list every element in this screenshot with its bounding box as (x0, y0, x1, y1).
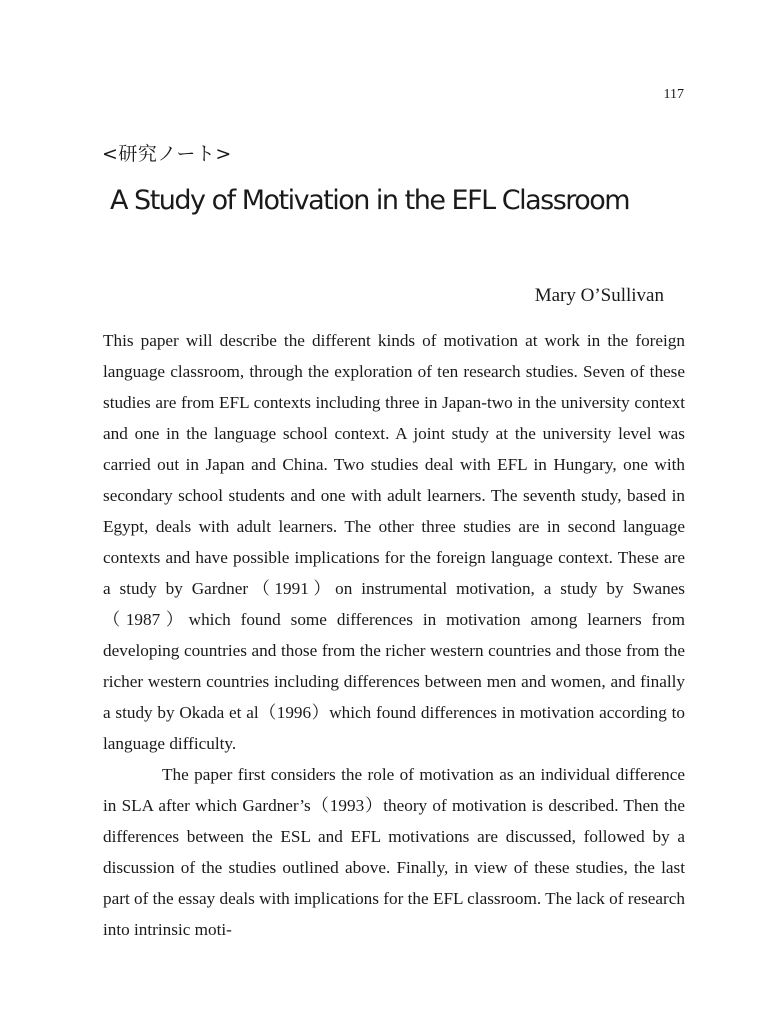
paragraph-1: This paper will describe the different kinds of motivation at work in the foreign language classroom, through the exploration of ten research studies. Seven of these studies are from EFL contexts including three in Japan-two in the university context and one in the language school context. A joint study at the university level was carried out in Japan and China. Two studies deal with EFL in Hungary, one with secondary school students and one with adult learners. The seventh study, based in Egypt, deals with adult learners. The other three studies are in second language contexts and have possible implications for the foreign language context. These are a study by Gardner（1991）on instrumental motivation, a study by Swanes（1987）which found some differences in motivation among learners from developing countries and those from the richer western countries and those from the richer western countries including differences between men and women, and finally a study by Okada et al（1996）which found differences in motivation according to language difficulty. (103, 331, 685, 753)
body-text (103, 325, 685, 945)
paper-title: A Study of Motivation in the EFL Classroom (110, 185, 630, 216)
author-name: Mary O’Sullivan (534, 285, 664, 306)
page-number: 117 (663, 87, 684, 102)
paragraph-2: The paper first considers the role of motivation as an individual difference in SLA after which Gardner’s（1993）theory of motivation is described. Then the differences between the ESL and EFL motivations are discussed, followed by a discussion of the studies outlined above. Finally, in view of these studies, the last part of the essay deals with implications for the EFL classroom. The lack of research into intrinsic moti- (103, 765, 685, 939)
section-label: <研究ノート> (102, 143, 232, 165)
